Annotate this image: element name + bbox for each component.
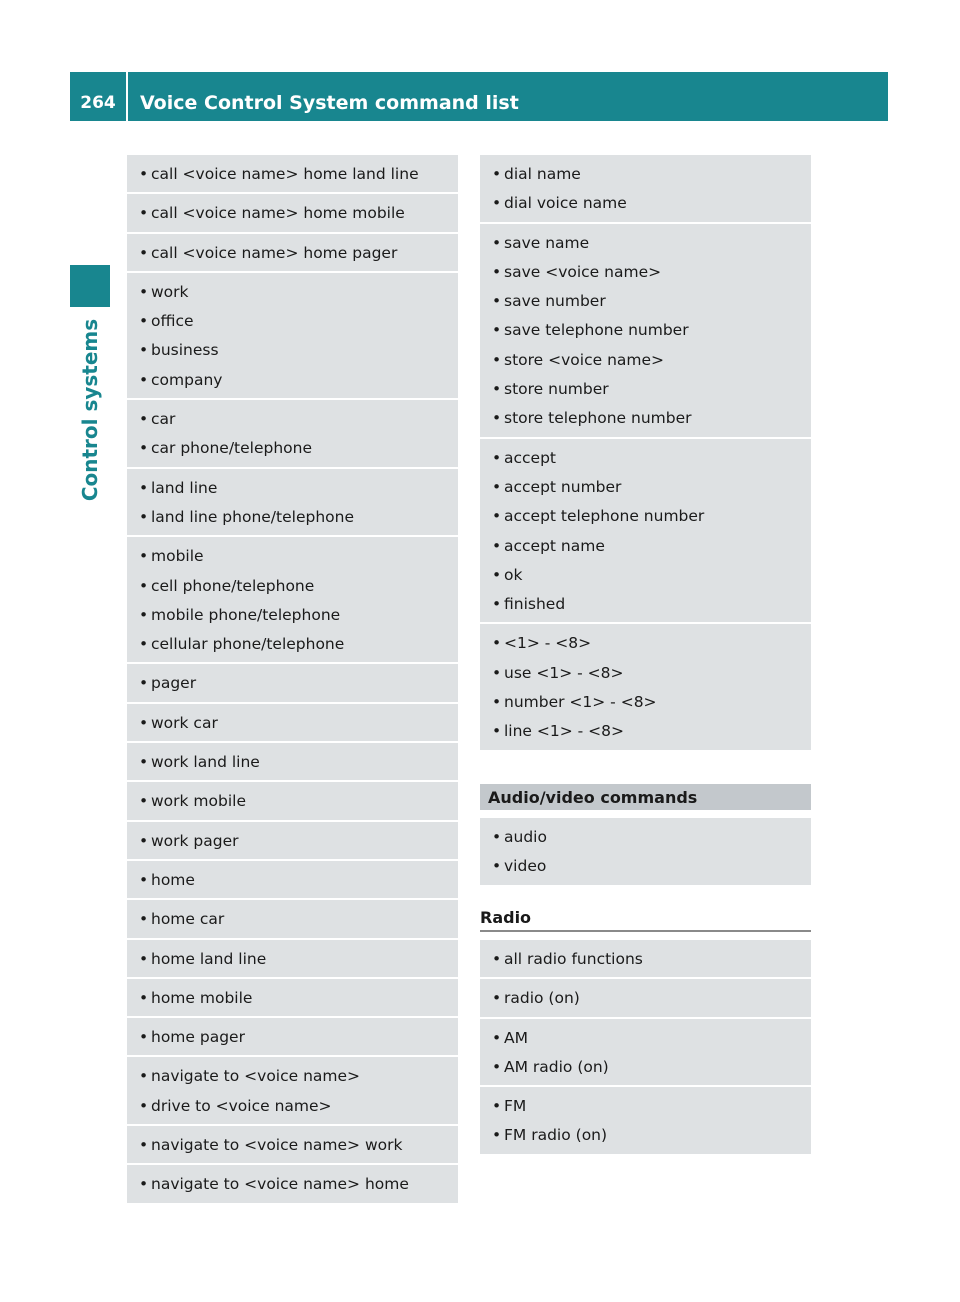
command-item [127, 944, 458, 973]
bullet-icon: • [139, 165, 149, 183]
command-group [127, 782, 458, 821]
command-text: accept telephone number [504, 507, 705, 526]
command-text: finished [504, 595, 566, 614]
bullet-icon: • [139, 635, 149, 654]
command-item [480, 1023, 811, 1052]
bullet-icon: • [492, 321, 502, 340]
command-text: work mobile [151, 792, 247, 811]
header-bar [70, 72, 888, 121]
command-text: ok [504, 565, 523, 584]
command-item [127, 747, 458, 776]
command-text: call <voice name> home land line [151, 165, 419, 183]
command-item [127, 365, 458, 394]
command-text: store <voice name> [504, 350, 665, 369]
command-item [127, 826, 458, 855]
command-item [127, 904, 458, 933]
bullet-icon: • [139, 713, 149, 732]
command-text: land line phone/telephone [151, 507, 354, 526]
command-item [127, 600, 458, 629]
command-item [127, 629, 458, 658]
bullet-icon: • [139, 282, 149, 301]
command-text: store number [504, 380, 609, 399]
bullet-icon: • [139, 204, 149, 223]
bullet-icon: • [492, 634, 502, 653]
bullet-icon: • [139, 478, 149, 497]
command-text: work pager [151, 831, 239, 850]
command-group [480, 940, 811, 979]
bullet-icon: • [492, 233, 502, 252]
command-text: navigate to <voice name> [151, 1067, 361, 1086]
command-text: FM radio (on) [504, 1126, 608, 1145]
command-text: drive to <voice name> [151, 1096, 332, 1115]
command-group [127, 1165, 458, 1204]
command-item [127, 541, 458, 570]
bullet-icon: • [139, 792, 149, 811]
command-item [480, 159, 811, 188]
bullet-icon: • [139, 439, 149, 458]
command-group [127, 1126, 458, 1165]
command-item [127, 708, 458, 737]
command-text: use <1> - <8> [504, 663, 624, 682]
command-text: work land line [151, 753, 260, 772]
command-item [480, 501, 811, 530]
command-text: save <voice name> [504, 262, 662, 281]
command-item [127, 1091, 458, 1120]
command-item [127, 335, 458, 364]
left-command-column [127, 155, 458, 1205]
command-item [127, 1130, 458, 1159]
command-group [480, 439, 811, 625]
command-text: mobile phone/telephone [151, 605, 341, 624]
bullet-icon: • [139, 753, 149, 772]
command-group [480, 979, 811, 1018]
command-item [480, 658, 811, 687]
command-item [127, 473, 458, 502]
right-command-column [480, 155, 811, 752]
bullet-icon: • [139, 605, 149, 624]
command-item [480, 531, 811, 560]
command-item [127, 1061, 458, 1090]
command-group [127, 861, 458, 900]
command-item [480, 374, 811, 403]
command-text: audio [504, 828, 547, 846]
command-item [127, 983, 458, 1012]
command-item [127, 1169, 458, 1198]
command-item [480, 345, 811, 374]
command-text: line <1> - <8> [504, 722, 625, 741]
command-item [480, 1091, 811, 1120]
command-item [127, 238, 458, 267]
bullet-icon: • [492, 857, 502, 876]
command-item [480, 628, 811, 657]
command-text: <1> - <8> [504, 634, 592, 653]
command-item [480, 257, 811, 286]
bullet-icon: • [139, 341, 149, 360]
bullet-icon: • [492, 989, 502, 1008]
bullet-icon: • [492, 507, 502, 526]
bullet-icon: • [139, 1136, 149, 1155]
command-item [480, 687, 811, 716]
bullet-icon: • [492, 409, 502, 428]
command-group [127, 1057, 458, 1126]
command-text: save name [504, 233, 590, 252]
command-text: cell phone/telephone [151, 576, 315, 595]
bullet-icon: • [492, 536, 502, 555]
command-text: home [151, 870, 195, 889]
bullet-icon: • [492, 1126, 502, 1145]
command-item [480, 188, 811, 217]
command-text: office [151, 312, 194, 331]
command-item [127, 668, 458, 697]
page-title: Voice Control System command list [140, 92, 519, 114]
bullet-icon: • [492, 292, 502, 311]
side-tab-text: Control systems [78, 318, 102, 501]
bullet-icon: • [139, 831, 149, 850]
command-item [480, 443, 811, 472]
audio-video-command-list [480, 818, 811, 887]
command-item [480, 983, 811, 1012]
command-group [127, 273, 458, 400]
command-text: dial name [504, 165, 581, 183]
bullet-icon: • [492, 1028, 502, 1047]
command-group [127, 1018, 458, 1057]
command-text: home mobile [151, 988, 253, 1007]
bullet-icon: • [492, 165, 502, 183]
bullet-icon: • [139, 410, 149, 429]
command-text: video [504, 857, 547, 876]
command-group [127, 400, 458, 469]
command-text: accept name [504, 536, 605, 555]
command-text: call <voice name> home mobile [151, 204, 405, 223]
command-item [480, 1052, 811, 1081]
command-item [480, 851, 811, 880]
command-item [127, 1022, 458, 1051]
command-item [480, 286, 811, 315]
audio-video-heading: Audio/video commands [480, 784, 811, 810]
command-group [127, 155, 458, 194]
bullet-icon: • [139, 910, 149, 929]
command-item [480, 315, 811, 344]
side-tab-marker [70, 265, 110, 307]
bullet-icon: • [492, 950, 502, 968]
bullet-icon: • [139, 949, 149, 968]
bullet-icon: • [139, 1067, 149, 1086]
command-item [127, 404, 458, 433]
command-group [127, 940, 458, 979]
command-text: dial voice name [504, 194, 627, 213]
command-item [127, 306, 458, 335]
bullet-icon: • [139, 312, 149, 331]
bullet-icon: • [492, 663, 502, 682]
command-group [127, 979, 458, 1018]
command-group [480, 1087, 811, 1156]
command-item [480, 228, 811, 257]
command-text: call <voice name> home pager [151, 243, 398, 262]
command-text: home car [151, 910, 225, 929]
command-item [127, 786, 458, 815]
command-item [480, 716, 811, 745]
bullet-icon: • [139, 988, 149, 1007]
command-text: navigate to <voice name> home [151, 1175, 409, 1194]
bullet-icon: • [139, 243, 149, 262]
command-group [127, 704, 458, 743]
command-text: land line [151, 478, 218, 497]
bullet-icon: • [492, 693, 502, 712]
bullet-icon: • [492, 1097, 502, 1116]
bullet-icon: • [139, 1175, 149, 1194]
command-item [127, 159, 458, 188]
command-item [480, 1120, 811, 1149]
command-item [480, 822, 811, 851]
command-group [127, 743, 458, 782]
command-group [480, 224, 811, 439]
bullet-icon: • [492, 448, 502, 467]
command-item [480, 589, 811, 618]
command-group [127, 664, 458, 703]
command-text: mobile [151, 547, 204, 566]
bullet-icon: • [492, 262, 502, 281]
command-text: cellular phone/telephone [151, 635, 345, 654]
bullet-icon: • [492, 722, 502, 741]
page-number: 264 [80, 93, 116, 113]
bullet-icon: • [492, 477, 502, 496]
command-text: all radio functions [504, 950, 643, 968]
command-text: car phone/telephone [151, 439, 313, 458]
command-text: save telephone number [504, 321, 689, 340]
bullet-icon: • [139, 370, 149, 389]
command-text: number <1> - <8> [504, 693, 657, 712]
command-group [480, 155, 811, 224]
command-group [480, 1019, 811, 1088]
command-text: home pager [151, 1028, 245, 1047]
bullet-icon: • [492, 828, 502, 846]
command-text: store telephone number [504, 409, 692, 428]
command-text: AM [504, 1028, 528, 1047]
side-tab-label [70, 317, 110, 502]
command-item [127, 865, 458, 894]
command-item [127, 571, 458, 600]
bullet-icon: • [139, 870, 149, 889]
command-text: save number [504, 292, 606, 311]
command-item [127, 502, 458, 531]
command-text: navigate to <voice name> work [151, 1136, 403, 1155]
bullet-icon: • [492, 194, 502, 213]
command-group [127, 469, 458, 538]
command-group [480, 818, 811, 887]
command-text: home land line [151, 949, 267, 968]
bullet-icon: • [492, 1057, 502, 1076]
bullet-icon: • [139, 547, 149, 566]
radio-heading: Radio [480, 906, 811, 932]
command-text: AM radio (on) [504, 1057, 609, 1076]
command-item [127, 198, 458, 227]
bullet-icon: • [492, 380, 502, 399]
command-text: FM [504, 1097, 527, 1116]
command-group [480, 624, 811, 751]
command-item [480, 403, 811, 432]
command-group [127, 194, 458, 233]
bullet-icon: • [139, 1096, 149, 1115]
command-text: business [151, 341, 219, 360]
command-item [480, 944, 811, 973]
command-group [127, 234, 458, 273]
command-item [127, 277, 458, 306]
command-group [127, 822, 458, 861]
bullet-icon: • [139, 1028, 149, 1047]
command-text: car [151, 410, 176, 429]
bullet-icon: • [492, 350, 502, 369]
command-group [127, 900, 458, 939]
bullet-icon: • [139, 576, 149, 595]
command-text: work car [151, 713, 218, 732]
bullet-icon: • [492, 565, 502, 584]
radio-command-list [480, 940, 811, 1156]
command-text: work [151, 282, 189, 301]
command-item [127, 433, 458, 462]
bullet-icon: • [139, 507, 149, 526]
command-text: accept number [504, 477, 622, 496]
command-item [480, 472, 811, 501]
command-text: radio (on) [504, 989, 580, 1008]
command-text: pager [151, 674, 197, 693]
command-item [480, 560, 811, 589]
command-text: company [151, 370, 223, 389]
bullet-icon: • [139, 674, 149, 693]
command-group [127, 537, 458, 664]
bullet-icon: • [492, 595, 502, 614]
header-divider [126, 72, 128, 121]
command-text: accept [504, 448, 556, 467]
